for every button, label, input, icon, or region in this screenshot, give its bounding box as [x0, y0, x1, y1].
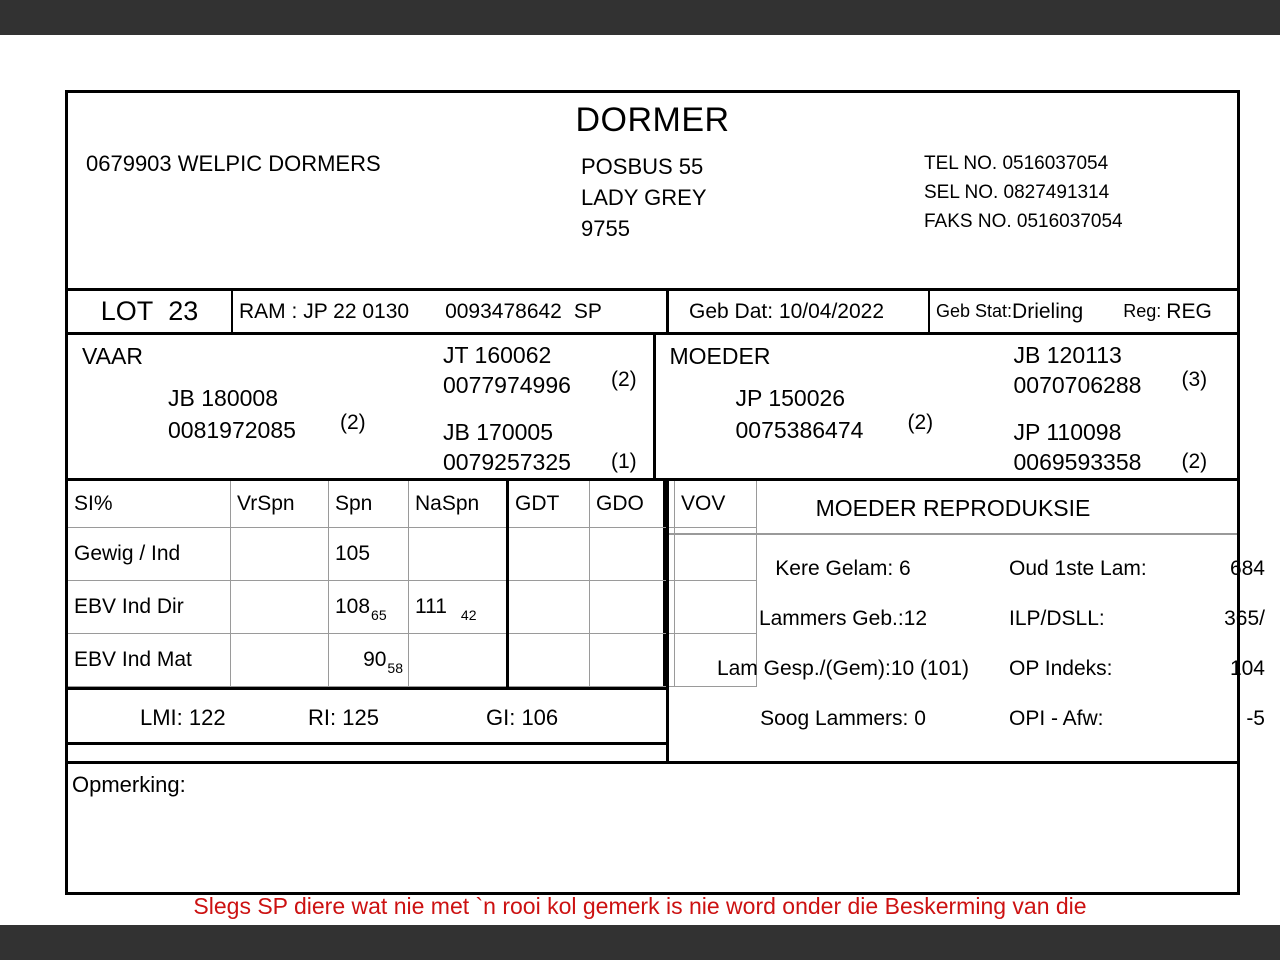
- cell-mat-spn-reliability: 58: [387, 660, 403, 676]
- lower-section: [68, 481, 1265, 761]
- index-summary-row: [68, 690, 666, 745]
- contact-details: [924, 149, 1123, 236]
- table-header-row: [68, 481, 757, 528]
- row-label-ebv-mat: EBV Ind Mat: [68, 634, 231, 687]
- col-header-spn: Spn: [329, 481, 409, 528]
- dam-gp2-count: (2): [1181, 450, 1208, 473]
- sire-id: 0081972085: [168, 417, 296, 443]
- dam-gp2-tag: JP 110098: [1013, 419, 1122, 445]
- table-row: [68, 634, 757, 687]
- dam-id: 0075386474: [735, 417, 864, 443]
- dam-gp1-id: 0070706288: [1013, 372, 1142, 398]
- sire-gp2-id: 0079257325: [443, 449, 571, 475]
- opi-afw-label: OPI - Afw:: [1009, 707, 1104, 730]
- table-row: [68, 581, 757, 634]
- ebv-table-wrapper: [68, 481, 726, 690]
- sire-gp2-count: (1): [611, 450, 637, 473]
- cell-dir-spn-value: 108: [335, 595, 371, 618]
- remark-label: Opmerking:: [72, 772, 186, 797]
- registration-value: REG: [1166, 299, 1212, 323]
- lot-number: 23: [168, 296, 199, 326]
- sire-grandparent-1: [443, 340, 637, 400]
- dam-gp1-count: (3): [1181, 368, 1208, 391]
- ebv-table: [68, 481, 757, 687]
- table-row: [68, 528, 757, 581]
- dam-generation-count: (2): [907, 411, 934, 434]
- address-line-2: LADY GREY: [581, 185, 707, 210]
- cell-gewig-vrspn: [231, 528, 329, 581]
- lot-identification-row: [68, 288, 1237, 335]
- cell-mat-spn-value: 90: [363, 648, 387, 671]
- sire-identity: [168, 382, 366, 446]
- lot-cell: [68, 291, 231, 332]
- cell-dir-vrspn: [231, 581, 329, 634]
- col-header-vrspn: VrSpn: [231, 481, 329, 528]
- ri-index: RI: 125: [308, 705, 379, 730]
- cell-mat-vrspn: [231, 634, 329, 687]
- dam-tag: JP 150026: [735, 385, 846, 411]
- birth-date-cell: [666, 291, 951, 332]
- protection-notice: Slegs SP diere wat nie met `n rooi kol gemerk is nie word onder die Beskerming van die: [193, 893, 1087, 919]
- sire-grandparent-2: [443, 417, 637, 477]
- ram-id: 0093478642: [445, 299, 562, 323]
- remark-section: [68, 761, 1237, 891]
- col-header-vov: VOV: [675, 481, 757, 528]
- cell-dir-naspn-reliability: 42: [460, 607, 477, 623]
- soog-lammers: Soog Lammers: 0: [760, 707, 926, 730]
- top-letterbox-bar: [0, 0, 1280, 35]
- dam-reproduction-panel: [666, 481, 1265, 761]
- sire-generation-count: (2): [340, 411, 366, 434]
- pedigree-certificate-card: [65, 90, 1265, 895]
- certificate-header: [68, 93, 1237, 288]
- oud-1ste-lam-value: 684: [1229, 557, 1265, 580]
- dam-panel: [653, 335, 1238, 478]
- cell-dir-spn: [329, 581, 409, 634]
- oud-1ste-lam-label: Oud 1ste Lam:: [1009, 557, 1147, 580]
- cell-gewig-gdo: [590, 528, 675, 581]
- ram-status: SP: [573, 299, 602, 323]
- cell-dir-spn-reliability: 65: [371, 607, 387, 623]
- cell-mat-spn: [329, 634, 409, 687]
- sire-heading: VAAR: [82, 343, 143, 369]
- lammers-geb: Lammers Geb.:12: [758, 607, 928, 630]
- sire-gp1-count: (2): [611, 368, 637, 391]
- address-line-1: POSBUS 55: [581, 154, 704, 179]
- dam-identity: [735, 382, 934, 446]
- cell-dir-naspn: [409, 581, 508, 634]
- op-indeks-value: 104: [1229, 657, 1265, 680]
- birth-date-label: Geb Dat:: [689, 299, 774, 323]
- ilp-dsll-label: ILP/DSLL:: [1009, 607, 1105, 630]
- cell-gewig-naspn: [409, 528, 508, 581]
- lam-gesp-gem: Lam Gesp./(Gem):10 (101): [716, 657, 970, 680]
- pedigree-section: [68, 335, 1237, 481]
- gi-index: GI: 106: [486, 705, 559, 730]
- cell-dir-gdt: [508, 581, 590, 634]
- cell-gewig-spn: 105: [329, 528, 409, 581]
- ram-cell: [231, 291, 674, 332]
- col-header-gdt: GDT: [508, 481, 590, 528]
- opi-afw-value: -5: [1246, 707, 1265, 730]
- cell-dir-gdo: [590, 581, 675, 634]
- postal-address: [581, 151, 707, 244]
- address-line-3: 9755: [581, 216, 630, 241]
- col-header-gdo: GDO: [590, 481, 675, 528]
- registration-label: Reg:: [1123, 301, 1162, 321]
- birth-status-cell: [928, 291, 1237, 332]
- lot-label: LOT: [100, 296, 154, 326]
- dam-gp1-tag: JB 120113: [1013, 342, 1122, 368]
- row-label-ebv-dir: EBV Ind Dir: [68, 581, 231, 634]
- ram-label: RAM :: [239, 299, 298, 323]
- cell-line: SEL NO. 0827491314: [924, 182, 1110, 203]
- dam-reproduction-title: MOEDER REPRODUKSIE: [815, 495, 1091, 521]
- cell-mat-gdt: [508, 634, 590, 687]
- dam-grandparent-2: [1013, 417, 1208, 477]
- bottom-letterbox-bar: [0, 925, 1280, 960]
- op-indeks-label: OP Indeks:: [1009, 657, 1113, 680]
- cell-mat-naspn: [409, 634, 508, 687]
- sire-panel: [68, 335, 653, 478]
- performance-panel: [68, 481, 726, 761]
- row-label-gewig: Gewig / Ind: [68, 528, 231, 581]
- sire-gp2-tag: JB 170005: [443, 419, 553, 445]
- ilp-dsll-value: 365/: [1224, 607, 1265, 630]
- dam-reproduction-stats: [669, 535, 1265, 765]
- dam-heading: MOEDER: [669, 343, 771, 369]
- col-header-naspn: NaSpn: [409, 481, 508, 528]
- breeder-line: 0679903 WELPIC DORMERS: [86, 151, 381, 176]
- sire-gp1-tag: JT 160062: [443, 342, 552, 368]
- tel-line: TEL NO. 0516037054: [924, 153, 1109, 174]
- sire-gp1-id: 0077974996: [443, 372, 571, 398]
- fax-line: FAKS NO. 0516037054: [924, 211, 1123, 232]
- birth-status-label: Geb Stat:: [936, 301, 1013, 321]
- sire-tag: JB 180008: [168, 385, 278, 411]
- dam-gp2-id: 0069593358: [1013, 449, 1142, 475]
- birth-status-value: Drieling: [1012, 299, 1084, 323]
- col-header-si: SI%: [68, 481, 231, 528]
- dam-grandparent-1: [1013, 340, 1208, 400]
- cell-gewig-gdt: [508, 528, 590, 581]
- page-title: DORMER: [575, 101, 730, 139]
- lmi-index: LMI: 122: [140, 705, 226, 730]
- cell-dir-naspn-value: 111: [415, 595, 447, 618]
- kere-gelam: Kere Gelam: 6: [775, 557, 911, 580]
- ram-tag: JP 22 0130: [303, 299, 410, 323]
- birth-date-value: 10/04/2022: [778, 299, 884, 323]
- cell-mat-gdo: [590, 634, 675, 687]
